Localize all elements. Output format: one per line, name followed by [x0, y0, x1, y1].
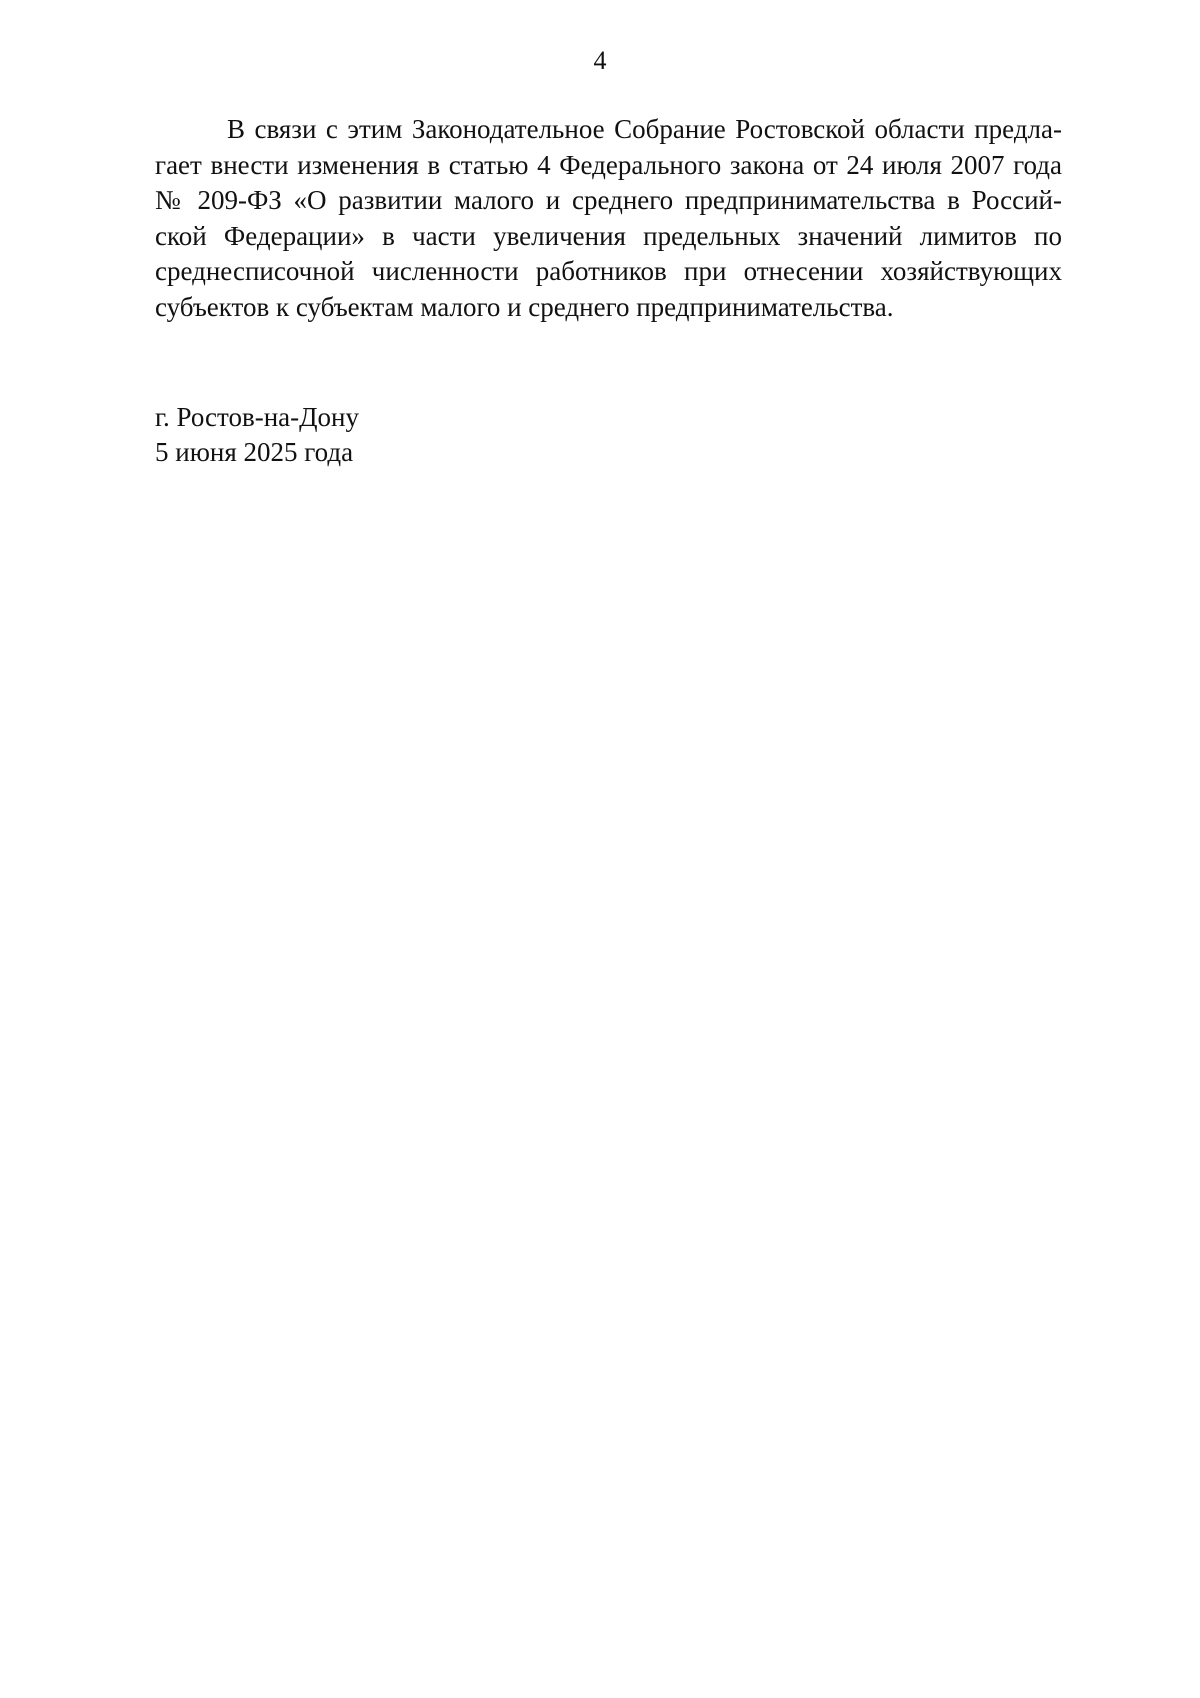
- signoff-date: 5 июня 2025 года: [155, 437, 354, 467]
- signoff-place: г. Ростов-на-Дону: [155, 402, 360, 432]
- page-number: 4: [593, 46, 607, 75]
- paragraph-line: В связи с этим Законодательное Собрание Ростовской области предла-: [227, 114, 1062, 144]
- paragraph-line: № 209-ФЗ «О развитии малого и среднего предпринимательства в Россий-: [155, 185, 1062, 216]
- signoff-block: [155, 400, 359, 470]
- body-paragraph: [155, 112, 1062, 326]
- paragraph-line: ской Федерации» в части увеличения предельных значений лимитов по: [155, 220, 1062, 251]
- paragraph-line: среднесписочной численности работников при отнесении хозяйствующих: [155, 256, 1062, 287]
- paragraph-line: субъектов к субъектам малого и среднего предпринимательства.: [155, 291, 894, 322]
- paragraph-line: гает внести изменения в статью 4 Федерального закона от 24 июля 2007 года: [155, 149, 1062, 180]
